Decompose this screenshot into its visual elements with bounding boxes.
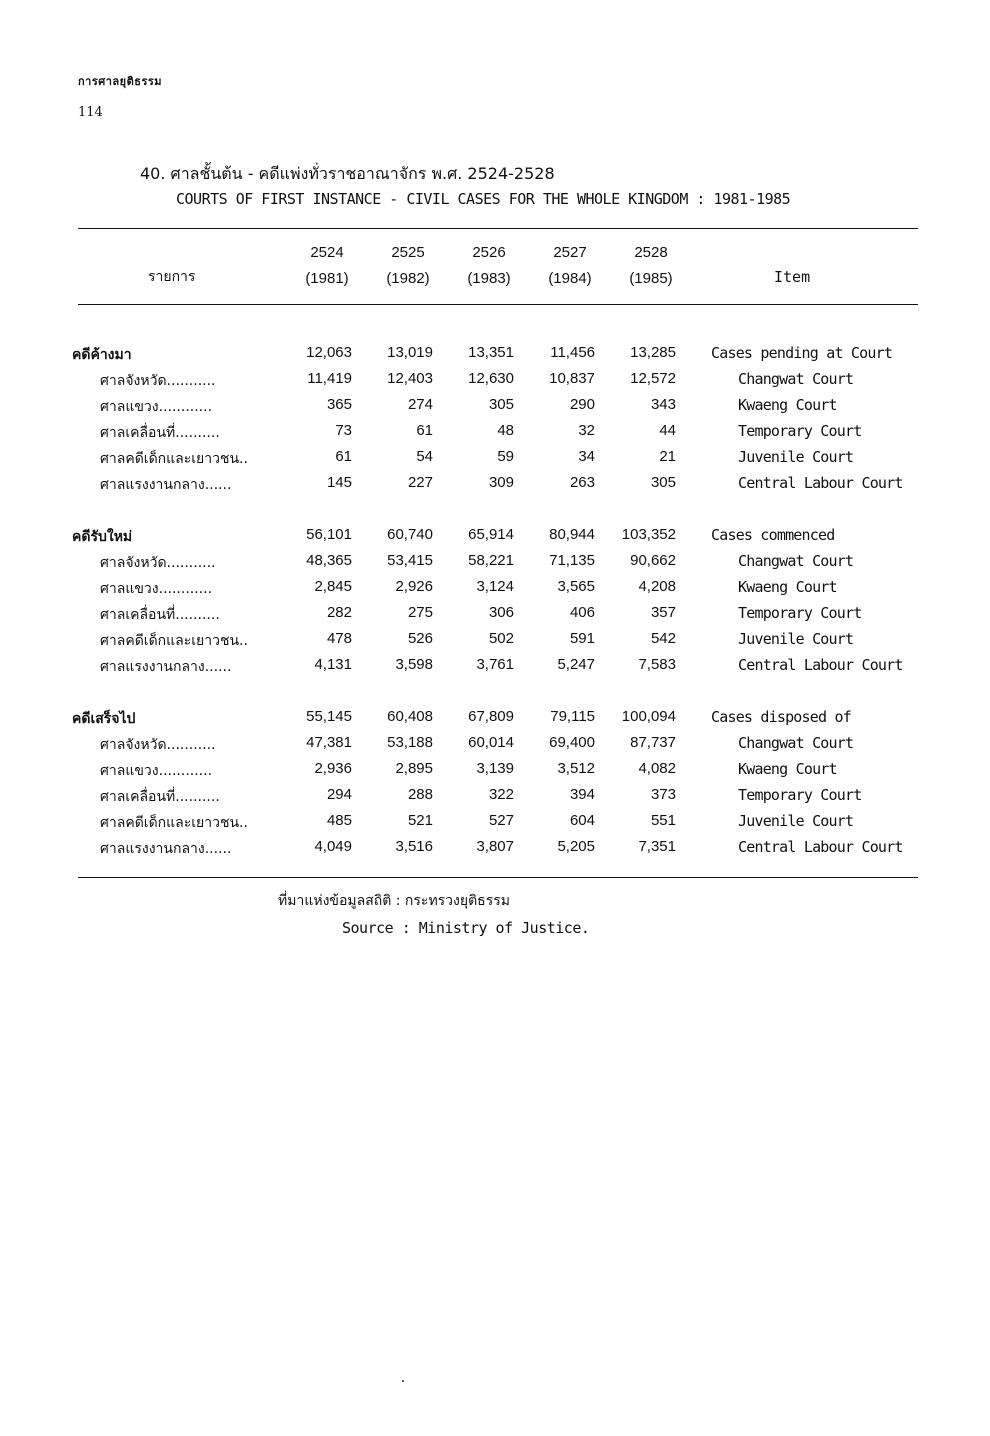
cell-value: 13,285	[630, 344, 676, 361]
cell-value: 10,837	[549, 370, 595, 387]
cell-value: 47,381	[306, 734, 352, 751]
header-year-ce: (1983)	[467, 270, 511, 287]
table-group-row	[0, 344, 990, 370]
header-year-be: 2526	[472, 244, 506, 261]
cell-value: 7,351	[638, 838, 676, 855]
cell-value: 60,408	[387, 708, 433, 725]
cell-value: 3,598	[395, 656, 433, 673]
header-year-1984	[535, 240, 605, 292]
header-year-1983	[454, 240, 524, 292]
cell-value: 55,145	[306, 708, 352, 725]
header-year-1982	[373, 240, 443, 292]
table-title-english: COURTS OF FIRST INSTANCE - CIVIL CASES FOR THE WHOLE KINGDOM : 1981-1985	[176, 190, 791, 208]
cell-value: 373	[650, 786, 676, 803]
cell-value: 3,807	[476, 838, 514, 855]
cell-value: 294	[326, 786, 352, 803]
header-year-ce: (1981)	[305, 270, 349, 287]
header-year-ce: (1984)	[548, 270, 592, 287]
header-year-ce: (1985)	[629, 270, 673, 287]
cell-value: 11,456	[550, 344, 595, 361]
table-row	[0, 760, 990, 786]
table-group-row	[0, 526, 990, 552]
row-label-english: Temporary Court	[738, 422, 862, 440]
table-row	[0, 604, 990, 630]
row-label-thai: ศาลแรงงานกลาง......	[100, 477, 232, 493]
cell-value: 48	[497, 422, 514, 439]
cell-value: 502	[488, 630, 514, 647]
cell-value: 65,914	[468, 526, 514, 543]
source-thai: ที่มาแห่งข้อมูลสถิติ : กระทรวงยุติธรรม	[278, 893, 510, 909]
cell-value: 5,205	[557, 838, 595, 855]
row-label-english: Central Labour Court	[738, 838, 903, 856]
cell-value: 67,809	[468, 708, 514, 725]
bottom-rule	[78, 877, 918, 878]
row-label-thai: ศาลแขวง............	[100, 763, 213, 779]
page-speck	[402, 1380, 404, 1382]
cell-value: 3,565	[557, 578, 595, 595]
cell-value: 103,352	[621, 526, 676, 543]
row-label-english: Central Labour Court	[738, 474, 903, 492]
row-label-english: Kwaeng Court	[738, 578, 837, 596]
cell-value: 343	[650, 396, 676, 413]
row-label-thai: คดีรับใหม่	[72, 529, 133, 545]
cell-value: 604	[569, 812, 595, 829]
cell-value: 2,936	[314, 760, 352, 777]
cell-value: 13,019	[387, 344, 433, 361]
cell-value: 394	[569, 786, 595, 803]
cell-value: 80,944	[549, 526, 595, 543]
cell-value: 3,516	[395, 838, 433, 855]
table-row	[0, 474, 990, 500]
row-label-thai: ศาลเคลื่อนที่..........	[100, 789, 220, 805]
cell-value: 322	[488, 786, 514, 803]
cell-value: 306	[488, 604, 514, 621]
row-label-thai: ศาลจังหวัด...........	[100, 737, 216, 753]
cell-value: 282	[326, 604, 352, 621]
cell-value: 12,063	[306, 344, 352, 361]
cell-value: 48,365	[306, 552, 352, 569]
cell-value: 2,926	[395, 578, 433, 595]
cell-value: 13,351	[468, 344, 514, 361]
header-english-item-label: Item	[774, 268, 811, 286]
table-group-row	[0, 708, 990, 734]
table-row	[0, 734, 990, 760]
cell-value: 526	[407, 630, 433, 647]
cell-value: 3,124	[476, 578, 514, 595]
cell-value: 71,135	[549, 552, 595, 569]
cell-value: 21	[659, 448, 676, 465]
row-label-thai: ศาลจังหวัด...........	[100, 373, 216, 389]
row-label-english: Juvenile Court	[738, 812, 854, 830]
cell-value: 591	[569, 630, 595, 647]
cell-value: 61	[416, 422, 433, 439]
table-row	[0, 578, 990, 604]
cell-value: 5,247	[557, 656, 595, 673]
cell-value: 3,512	[557, 760, 595, 777]
running-head: การศาลยุติธรรม	[78, 75, 163, 88]
row-label-english: Cases pending at Court	[711, 344, 893, 362]
cell-value: 53,188	[387, 734, 433, 751]
cell-value: 485	[326, 812, 352, 829]
cell-value: 90,662	[630, 552, 676, 569]
cell-value: 3,139	[476, 760, 514, 777]
cell-value: 4,208	[638, 578, 676, 595]
cell-value: 145	[326, 474, 352, 491]
cell-value: 12,572	[630, 370, 676, 387]
row-label-thai: ศาลแรงงานกลาง......	[100, 659, 232, 675]
cell-value: 2,895	[395, 760, 433, 777]
cell-value: 290	[569, 396, 595, 413]
top-rule	[78, 228, 918, 229]
table-row	[0, 370, 990, 396]
cell-value: 263	[569, 474, 595, 491]
row-label-english: Cases commenced	[711, 526, 835, 544]
cell-value: 365	[326, 396, 352, 413]
cell-value: 4,131	[314, 656, 352, 673]
table-row	[0, 396, 990, 422]
header-year-1981	[292, 240, 362, 292]
row-label-english: Kwaeng Court	[738, 396, 837, 414]
table-row	[0, 812, 990, 838]
header-year-be: 2524	[310, 244, 344, 261]
cell-value: 227	[407, 474, 433, 491]
row-label-thai: คดีค้างมา	[72, 347, 132, 363]
cell-value: 305	[488, 396, 514, 413]
row-label-english: Central Labour Court	[738, 656, 903, 674]
table-title-thai: 40. ศาลชั้นต้น - คดีแพ่งทั่วราชอาณาจักร พ.ศ. 2524-2528	[140, 164, 555, 183]
cell-value: 406	[569, 604, 595, 621]
source-english: Source : Ministry of Justice.	[342, 919, 590, 937]
table-row	[0, 838, 990, 864]
cell-value: 79,115	[550, 708, 595, 725]
cell-value: 288	[407, 786, 433, 803]
cell-value: 3,761	[476, 656, 514, 673]
table-row	[0, 422, 990, 448]
row-label-english: Changwat Court	[738, 370, 854, 388]
cell-value: 53,415	[387, 552, 433, 569]
table-row	[0, 630, 990, 656]
cell-value: 54	[416, 448, 433, 465]
row-label-english: Juvenile Court	[738, 630, 854, 648]
cell-value: 478	[326, 630, 352, 647]
row-label-english: Cases disposed of	[711, 708, 851, 726]
cell-value: 357	[650, 604, 676, 621]
header-rule	[78, 304, 918, 305]
cell-value: 527	[488, 812, 514, 829]
header-year-be: 2527	[553, 244, 587, 261]
cell-value: 7,583	[638, 656, 676, 673]
row-label-thai: ศาลคดีเด็กและเยาวชน..	[100, 451, 248, 467]
table-row	[0, 786, 990, 812]
row-label-thai: ศาลจังหวัด...........	[100, 555, 216, 571]
row-label-thai: ศาลแรงงานกลาง......	[100, 841, 232, 857]
cell-value: 100,094	[621, 708, 676, 725]
cell-value: 34	[578, 448, 595, 465]
cell-value: 59	[497, 448, 514, 465]
cell-value: 61	[335, 448, 352, 465]
cell-value: 542	[650, 630, 676, 647]
cell-value: 60,014	[468, 734, 514, 751]
header-year-1985	[616, 240, 686, 292]
row-label-english: Temporary Court	[738, 786, 862, 804]
cell-value: 521	[407, 812, 433, 829]
row-label-thai: ศาลแขวง............	[100, 581, 213, 597]
header-year-be: 2528	[634, 244, 668, 261]
cell-value: 73	[335, 422, 352, 439]
page-number: 114	[78, 105, 103, 120]
row-label-thai: ศาลคดีเด็กและเยาวชน..	[100, 815, 248, 831]
table-row	[0, 448, 990, 474]
row-label-thai: ศาลแขวง............	[100, 399, 213, 415]
header-year-ce: (1982)	[386, 270, 430, 287]
cell-value: 87,737	[630, 734, 676, 751]
table-row	[0, 552, 990, 578]
cell-value: 12,630	[468, 370, 514, 387]
header-thai-item-label: รายการ	[148, 269, 196, 285]
cell-value: 32	[578, 422, 595, 439]
row-label-thai: คดีเสร็จไป	[72, 711, 136, 727]
row-label-thai: ศาลเคลื่อนที่..........	[100, 607, 220, 623]
row-label-thai: ศาลคดีเด็กและเยาวชน..	[100, 633, 248, 649]
cell-value: 58,221	[468, 552, 514, 569]
header-year-be: 2525	[391, 244, 425, 261]
cell-value: 11,419	[307, 370, 352, 387]
cell-value: 60,740	[387, 526, 433, 543]
cell-value: 275	[407, 604, 433, 621]
cell-value: 305	[650, 474, 676, 491]
row-label-english: Changwat Court	[738, 552, 854, 570]
row-label-english: Changwat Court	[738, 734, 854, 752]
cell-value: 69,400	[549, 734, 595, 751]
cell-value: 12,403	[387, 370, 433, 387]
row-label-english: Temporary Court	[738, 604, 862, 622]
cell-value: 551	[650, 812, 676, 829]
cell-value: 4,082	[638, 760, 676, 777]
cell-value: 274	[407, 396, 433, 413]
cell-value: 56,101	[306, 526, 352, 543]
cell-value: 309	[488, 474, 514, 491]
cell-value: 2,845	[314, 578, 352, 595]
table-row	[0, 656, 990, 682]
row-label-english: Kwaeng Court	[738, 760, 837, 778]
row-label-english: Juvenile Court	[738, 448, 854, 466]
row-label-thai: ศาลเคลื่อนที่..........	[100, 425, 220, 441]
cell-value: 44	[659, 422, 676, 439]
cell-value: 4,049	[314, 838, 352, 855]
